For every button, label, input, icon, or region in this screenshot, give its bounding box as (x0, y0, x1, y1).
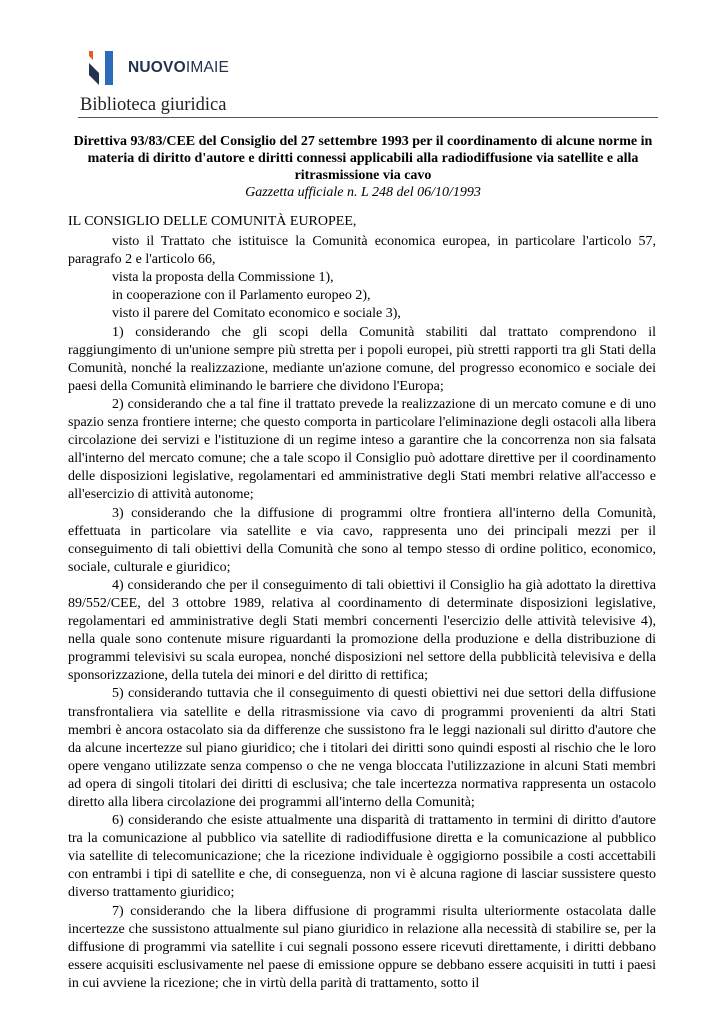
document-title: Direttiva 93/83/CEE del Consiglio del 27 settembre 1993 per il coordinamento di alcune norme in materia di diritto d'autore e diritti connessi applicabili alla radiodiffusione via satellite e alla ritrasmissione via cavo (73, 134, 653, 183)
paragraph: visto il parere del Comitato economico e sociale 3), (112, 306, 401, 322)
paragraph: in cooperazione con il Parlamento europeo 2), (112, 288, 371, 304)
paragraph: vista la proposta della Commissione 1), (112, 270, 334, 286)
gazzetta-reference: Gazzetta ufficiale n. L 248 del 06/10/1993 (245, 185, 481, 200)
logo-text: NUOVOIMAIE (128, 59, 230, 76)
paragraph: 2) considerando che a tal fine il trattato prevede la realizzazione di un mercato comune e di uno spazio senza frontiere interne; che questo comporta in particolare l'eliminazione degli ostacoli alla libera circolazione dei servizi e l'istituzione di un regime inteso a garantire che la concorrenza non sia falsata all'interno del mercato comune; che a tale scopo il Consiglio può adottare direttive per il coordinamento delle disposizioni legislative, regolamentari ed amministrative degli Stati membri relative all'accesso e all'esercizio di attività autonome; (68, 396, 656, 503)
document-body (68, 213, 656, 993)
paragraph: 4) considerando che per il conseguimento di tali obiettivi il Consiglio ha già adottato la direttiva 89/552/CEE, del 3 ottobre 1989, relativa al coordinamento di determinate disposizioni legislative, regolamentari ed amministrative degli Stati membri concernenti l'esercizio delle attività televisive 4), nella quale sono contenute misure riguardanti la promozione della produzione e della distribuzione di programmi televisivi su scala europea, nonché disposizioni nel settore della pubblicità televisiva e della sponsorizzazione, della tutela dei minori e del diritto di rettifica; (68, 577, 656, 684)
nuovoimaie-logo-icon (86, 50, 118, 86)
council-heading: IL CONSIGLIO DELLE COMUNITÀ EUROPEE, (68, 214, 357, 229)
document-title-block (68, 133, 658, 201)
paragraph: 5) considerando tuttavia che il conseguimento di questi obiettivi nei due settori della diffusione transfrontaliera via satellite e della ritrasmissione via cavo di programmi provenienti da altri Stati membri è ancora ostacolato sia da differenze che sussistono fra le leggi nazionali sul diritto d'autore che da alcune incertezze sul piano giuridico; che i titolari dei diritti sono quindi esposti al rischio che le loro opere vengano utilizzate senza compenso o che ne venga bloccata l'utilizzazione in alcuni Stati membri ad opera di singoli titolari dei diritti di esclusiva; che tale incertezza normativa rappresenta un ostacolo diretto alla libera circolazione dei programmi all'interno della Comunità; (68, 686, 656, 810)
header-divider (78, 117, 658, 118)
paragraph: 3) considerando che la diffusione di programmi oltre frontiera all'interno della Comunità, effettuata in particolare via satellite e via cavo, rappresenta uno dei principali mezzi per il conseguimento di tali obiettivi della Comunità che sono al tempo stesso di ordine politico, economico, sociale, culturale e giuridico; (68, 505, 656, 575)
paragraph: visto il Trattato che istituisce la Comunità economica europea, in particolare l'articolo 57, paragrafo 2 e l'articolo 66, (68, 234, 656, 268)
section-title: Biblioteca giuridica (80, 95, 227, 115)
paragraph: 6) considerando che esiste attualmente una disparità di trattamento in termini di diritto d'autore tra la comunicazione al pubblico via satellite di radiodiffusione diretta e la comunicazione al pubblico via satellite di telecomunicazione; che la ricezione individuale è oggigiorno possibile a costi accettabili con entrambi i tipi di satellite e che, di conseguenza, non vi è alcuna ragione di lasciar sussistere questo diverso trattamento giuridico; (68, 813, 656, 901)
paragraph: 1) considerando che gli scopi della Comunità stabiliti dal trattato comprendono il raggiungimento di un'unione sempre più stretta per i popoli europei, più stretti rapporti tra gli Stati della Comunità, nonché la realizzazione, mediante un'azione comune, del progresso economico e sociale dei paesi della Comunità eliminando le barriere che dividono l'Europa; (68, 324, 656, 394)
paragraph: 7) considerando che la libera diffusione di programmi risulta ulteriormente ostacolata dalle incertezze che sussistono attualmente sul piano giuridico in relazione alla necessità di stabilire se, per la diffusione di programmi via satellite i cui segnali possono essere ricevuti direttamente, i diritti debbano essere acquisiti esclusivamente nel paese di emissione oppure se debbano essere acquisiti in tutti i paesi in cui avviene la ricezione; che in virtù della parità di trattamento, sotto il (68, 903, 656, 991)
logo (86, 50, 229, 86)
